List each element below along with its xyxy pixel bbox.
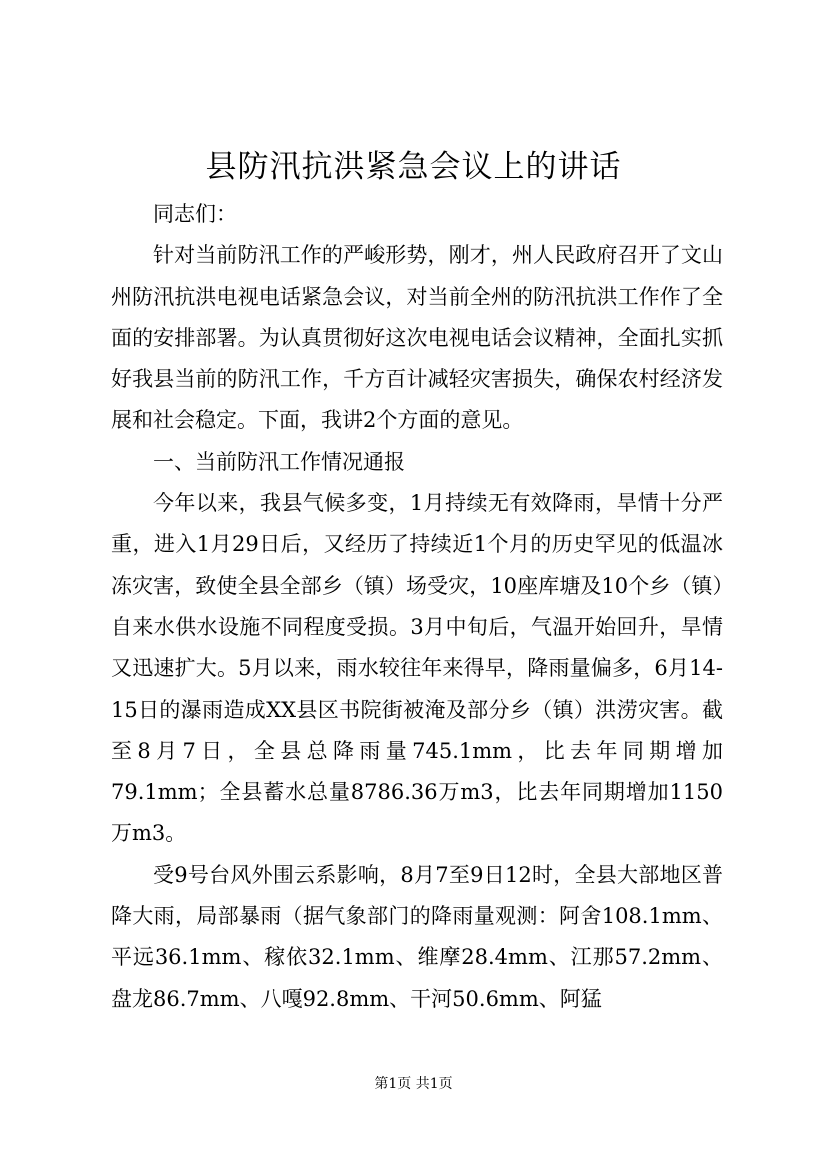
- intro-paragraph: 针对当前防汛工作的严峻形势，刚才，州人民政府召开了文山州防汛抗洪电视电话紧急会议，对当前全州的防汛抗洪工作作了全面的安排部署。为认真贯彻好这次电视电话会议精神，全面扎实抓好我县当前的防汛工作，千方百计减轻灾害损失，确保农村经济发展和社会稳定。下面，我讲2个方面的意见。: [111, 243, 723, 433]
- page-number-footer: 第1页 共1页: [374, 1076, 453, 1092]
- document-body: [111, 194, 723, 1020]
- section-heading: 一、当前防汛工作情况通报: [153, 449, 405, 474]
- typhoon-paragraph: 受9号台风外围云系影响，8月7至9日12时，全县大部地区普降大雨，局部暴雨（据气象部门的降雨量观测：阿舍108.1mm、平远36.1mm、稼依32.1mm、维摩28.4mm、江那57.2mm、盘龙86.7mm、八嘎92.8mm、干河50.6mm、阿猛: [111, 862, 723, 1011]
- document-title: 县防汛抗洪紧急会议上的讲话: [205, 149, 622, 185]
- situation-paragraph: 今年以来，我县气候多变，1月持续无有效降雨，旱情十分严重，进入1月29日后，又经历了持续近1个月的历史罕见的低温冰冻灾害，致使全县全部乡（镇）场受灾，10座库塘及10个乡（镇）自来水供水设施不同程度受损。3月中旬后，气温开始回升，旱情又迅速扩大。5月以来，雨水较往年来得早，降雨量偏多，6月14-15日的瀑雨造成XX县区书院街被淹及部分乡（镇）洪涝灾害。截至8月7日，全县总降雨量745.1mm，比去年同期增加79.1mm；全县蓄水总量8786.36万m3，比去年同期增加1150万m3。: [111, 491, 723, 846]
- salutation-paragraph: 同志们：: [153, 202, 237, 226]
